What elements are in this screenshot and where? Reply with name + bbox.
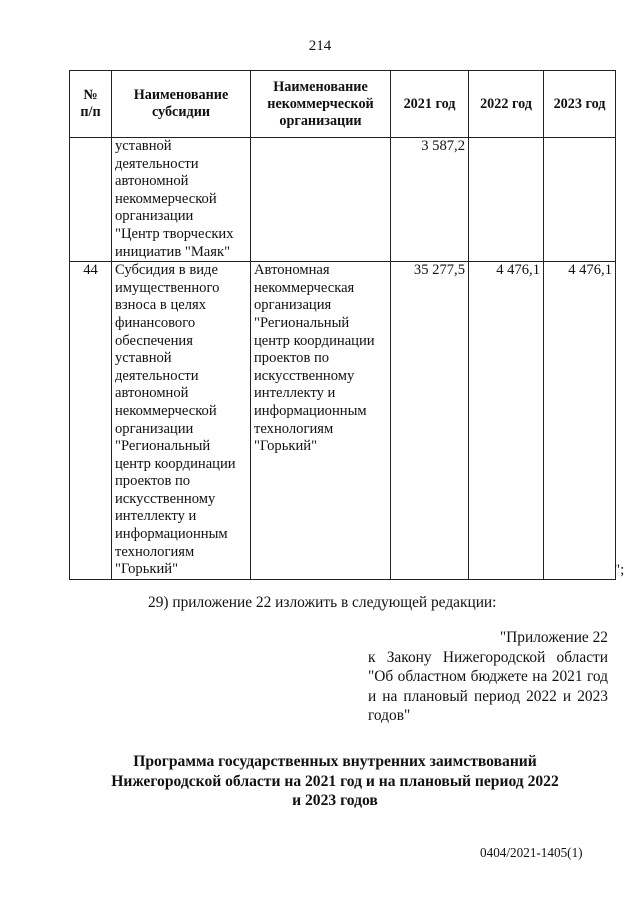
cell-organization <box>251 138 391 262</box>
cell-2023: 4 476,1 <box>544 262 616 580</box>
cell-2022: 4 476,1 <box>469 262 544 580</box>
subsidies-table <box>69 70 616 580</box>
cell-subsidy: уставной деятельности автономной некоммерческой организации "Центр творческих инициатив "Маяк" <box>112 138 251 262</box>
cell-number: 44 <box>70 262 112 580</box>
cell-2022 <box>469 138 544 262</box>
table-row <box>70 138 616 262</box>
header-2023: 2023 год <box>544 71 616 138</box>
header-organization-name: Наименование некоммерческой организации <box>251 71 391 138</box>
table-row <box>70 262 616 580</box>
appendix-number: "Приложение 22 <box>499 629 608 646</box>
cell-2023 <box>544 138 616 262</box>
header-2021: 2021 год <box>391 71 469 138</box>
cell-number <box>70 138 112 262</box>
cell-subsidy: Субсидия в виде имущественного взноса в целях финансового обеспечения уставной деятельности автономной некоммерческой организации "Региональный центр координации проектов по искусственному интеллекту и информационным технологиям "Горький" <box>112 262 251 580</box>
table-closing-mark: "; <box>614 562 625 578</box>
header-number: № п/п <box>70 71 112 138</box>
appendix-heading <box>368 628 608 726</box>
header-subsidy-name: Наименование субсидии <box>112 71 251 138</box>
cell-2021: 35 277,5 <box>391 262 469 580</box>
amendment-text: 29) приложение 22 изложить в следующей редакции: <box>148 594 497 611</box>
document-code: 0404/2021-1405(1) <box>480 845 583 860</box>
cell-organization: Автономная некоммерческая организация "Региональный центр координации проектов по искусственному интеллекту и информационным технологиям "Горький" <box>251 262 391 580</box>
header-2022: 2022 год <box>469 71 544 138</box>
page-number: 214 <box>308 38 332 54</box>
cell-2021: 3 587,2 <box>391 138 469 262</box>
table-header-row <box>70 71 616 138</box>
program-title: Программа государственных внутренних заимствований Нижегородской области на 2021 год и на плановый период 2022 и 2023 годов <box>111 753 559 809</box>
appendix-law-reference: к Закону Нижегородской области "Об областном бюджете на 2021 год и на плановый период 2022 и 2023 годов" <box>368 648 608 724</box>
